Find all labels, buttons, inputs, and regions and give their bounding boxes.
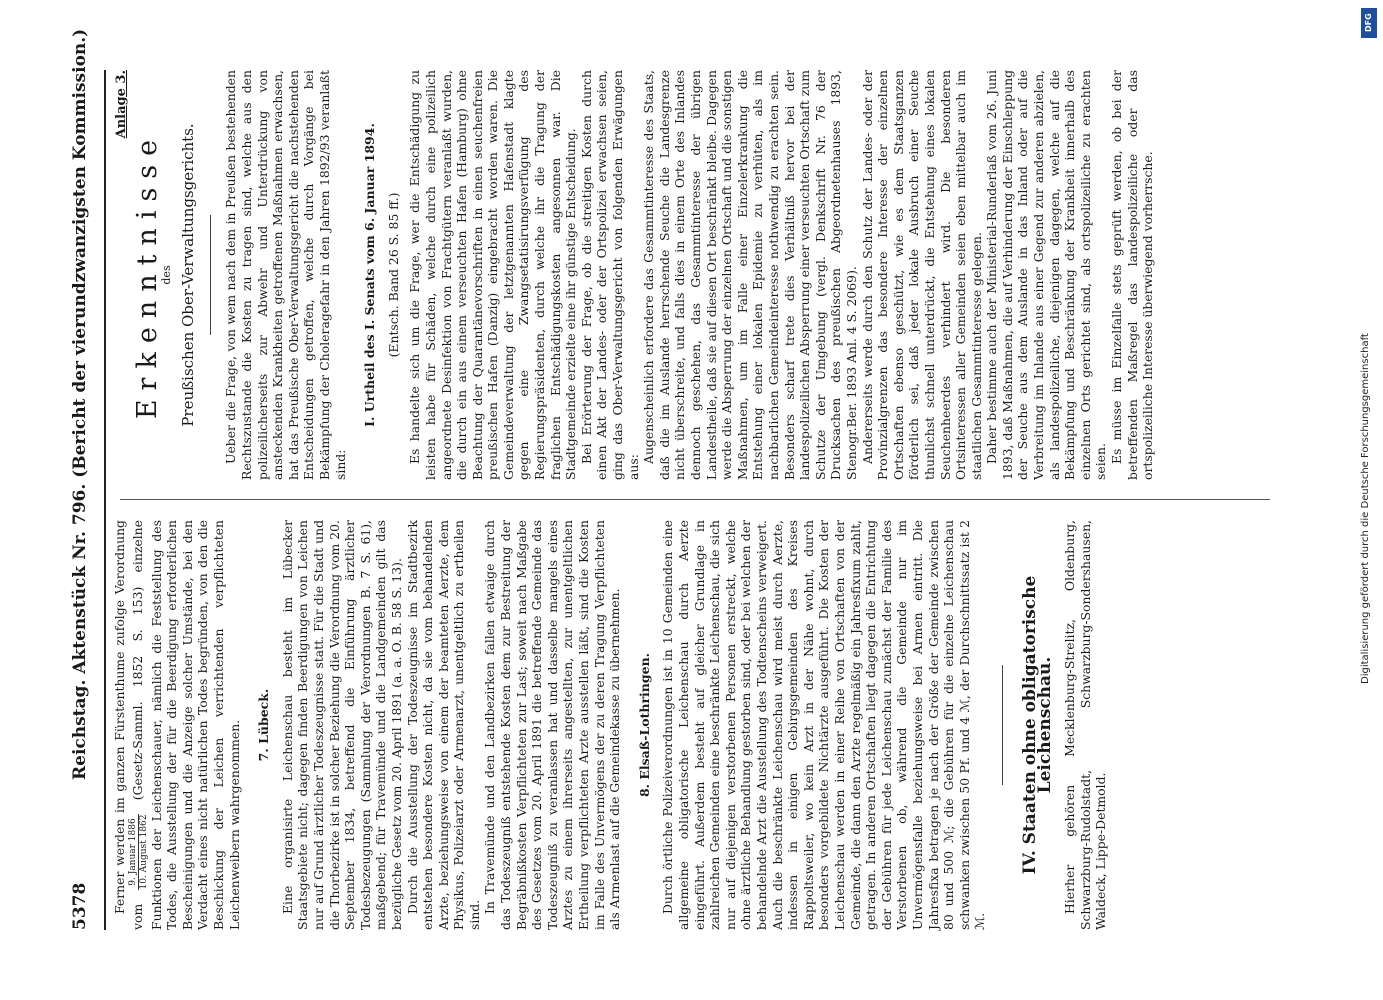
text-run: Ferner werden im ganzen Fürstenthume zufolge Verordnung vom (112, 520, 145, 930)
text-run: (Gesetz-Samml. 1852 S. 153) einzelne Funktionen der Leichenschauer, nämlich die Feststellung des Todes, die Ausstellung der für die Beerdigung erforderlichen Bescheinigungen und die Anzeige solcher Umstände, bei den Verdacht eines nicht natürlichen Todes begründen, von den die Beschickung der Leichen verrichtenden verpflichteten Leichenweibern wahrgenommen. (129, 520, 242, 930)
date-fraction (128, 814, 149, 889)
paragraph: Hierher gehören Mecklenburg-Strelitz, Oldenburg, Schwarzburg-Rudolstadt, Schwarzburg-Sondershausen, Waldeck, Lippe-Detmold. (1062, 520, 1109, 930)
paragraph: Durch örtliche Polizeiverordnungen ist in 10 Gemeinden eine allgemeine obligatorische Leichenschau durch Aerzte eingeführt. Außerdem besteht auf gleicher Grundlage in zahlreichen Gemeinden eine beschränkte Leichenschau, die sich nur auf diejenigen verstorbenen Personen erstreckt, welche ohne ärztliche Behandlung gestorben sind, oder bei welchen der behandelnde Arzt die Ausstellung des Todtenscheins verweigert. Auch die beschränkte Leichenschau wird meist durch Aerzte, indessen in einigen Gebirgsgemeinden des Kreises Rappoltsweiler, wo kein Arzt in der Nähe wohnt, durch besonders vorgebildete Nichtärzte ausgeführt. Die Kosten der Leichenschau werden in einer Reihe von Ortschaften von der Gemeinde, die dann den Arzte regelmäßig ein Jahresfixum zahlt, getragen. In anderen Ortschaften liegt dagegen die Entrichtung der Gebühren für jede Leichenschau zunächst der Familie des Verstorbenen ob, während die Gemeinde nur im Unvermögensfalle beziehungsweise bei Armen eintritt. Die Jahresfixa betragen je nach der Größe der Gemeinde zwischen 80 und 500 ℳ; die Gebühren für die einzelne Leichenschau schwanken zwischen 50 Pf. und 4 ℳ, der Durchschnittssatz ist 2 ℳ. (660, 520, 988, 930)
section-heading-staaten-ohne: IV. Staaten ohne obligatorische Leichenschau. (1019, 575, 1056, 875)
header-rule (104, 70, 106, 930)
page-header (62, 28, 102, 930)
section-heading-elsass-lothringen: 8. Elsaß-Lothringen. (636, 652, 652, 798)
paragraph (112, 520, 242, 930)
digitization-credit (1356, 0, 1382, 1000)
page-number: 5378 (70, 882, 90, 930)
section-heading-luebeck: 7. Lübeck. (256, 688, 272, 762)
appendix-label: Anlage 3. (114, 70, 129, 139)
fraction-denominator: 10. August 1862 (138, 814, 149, 890)
paragraph: Eine organisirte Leichenschau besteht im Lübecker Staatsgebiete nicht; dagegen finden Beerdigungen von Leichen nur auf Grund ärztlicher Todeszeugnisse statt. Für die Stadt und die Thorbezirke ist in solcher Beziehung die Verordnung vom 20. September 1834, betreffend die Einführung ärztlicher Todesbezeugungen (Sammlung der Verordnungen B. 7 S. 61), maßgebend; für Travemünde und die Landgemeinden gilt das bezügliche Gesetz vom 20. April 1891 (a. a. O. B. 58 S. 13). (279, 520, 404, 930)
paragraph: Bei Erörterung der Frage, ob die streitigen Kosten durch einen Akt der Landes- oder der Ortspolizei erwachsen seien, ging das Ober-Verwaltungsgericht von folgenden Erwägungen aus: (578, 70, 641, 480)
paragraph: Es müsse im Einzelfalle stets geprüft werden, ob bei der betreffenden Maßregel das landespolizeiliche oder das ortspolizeiliche Interesse überwiegend vorherrsche. (1109, 70, 1156, 480)
column-divider (120, 499, 1270, 500)
judgment-reference: (Entsch. Band 26 S. 85 ff.) (385, 192, 401, 358)
running-title: Reichstag. Aktenstück Nr. 796. (Bericht der vierundzwanzigsten Kommission.) (70, 28, 90, 780)
paragraph: In Travemünde und den Landbezirken fallen etwaige durch das Todeszeugniß entstehende Kosten dem zur Bestreitung der Begräbnißkosten Verpflichteten zur Last; soweit nach Maßgabe des Gesetzes vom 20. April 1891 die betreffende Gemeinde das Todeszeugniß zu veranlassen hat und dasselbe mangels eines Arztes zu einem ihrerseits angestellten, zur unentgeltlichen Ertheilung verpflichteten Arzte ausstellen läßt, sind die Kosten im Falle des Unvermögens der zu deren Tragung Verpflichteten als Armenlast auf die Gemeindekasse zu übernehmen. (482, 520, 623, 930)
credit-text: Digitalisierung gefördert durch die Deutsche Forschungsgemeinschaft (1360, 333, 1371, 684)
appendix-title: Erkenntnisse (131, 130, 163, 420)
judgment-heading: I. Urtheil des I. Senats vom 6. Januar 1894. (362, 123, 378, 427)
paragraph: Andererseits werde durch den Schutz der Landes- oder der Provinzialgrenzen das besondere Interesse der einzelnen Ortschaften ebenso geschützt, wie es dem Staatsganzen förderlich sei, daß jeder lokale Ausbruch einer Seuche thunlichst schnell unterdrückt, die Entstehung eines lokalen Seuchenheerdes verhindert wird. Die besonderen Ortsinteressen aller Gemeinden seien eben mittelbar auch im staatlichen Gesammtinteresse gelegen. (859, 70, 984, 480)
appendix-subtitle: Preußischen Ober-Verwaltungsgerichts. (178, 123, 197, 427)
fraction-numerator: 9. Januar 1886 (128, 814, 139, 889)
title-divider (210, 215, 211, 335)
left-column (112, 520, 1109, 930)
dfg-logo: DFG (1361, 8, 1377, 38)
paragraph: Ueber die Frage, von wem nach dem in Preußen bestehenden Rechtszustande die Kosten zu tragen sind, welche aus den polizeilicherseits zur Abwehr und Unterdrückung von ansteckenden Krankheiten getroffenen Maßnahmen erwachsen, hat das Preußische Ober-Verwaltungsgericht die nachstehenden Entscheidungen getroffen, welche durch Vorgänge bei Bekämpfung der Choleragefahr in den Jahren 1892/93 veranlaßt sind: (223, 70, 348, 480)
paragraph: Augenscheinlich erfordere das Gesammtinteresse des Staats, daß die im Auslande herrschende Seuche die Landesgrenze nicht überschreite, und falls dies in einem Orte des Inlandes dennoch geschehen, das Gesammtinteresse der übrigen Landestheile, daß sie auf diesen Ort beschränkt bleibe. Dagegen werde die Absperrung der einzelnen Ortschaft und die sonstigen Maßnahmen, um im Falle einer Einzelerkrankung die Entstehung einer lokalen Epidemie zu verhüten, als im nachbarlichen Gemeindeinteresse nothwendig zu erachten sein. Besonders scharf trete dies Verhältniß hervor bei der landespolizeilichen Absperrung einer verseuchten Ortschaft zum Schutze der Umgebung (vergl. Denkschrift Nr. 76 der Drucksachen des preußischen Abgeordnetenhauses 1893, Stenogr.Ber. 1893 Anl. 4 S. 2069). (641, 70, 859, 480)
right-column (112, 70, 1156, 480)
paragraph: Durch die Ausstellung der Todeszeugnisse im Stadtbezirk entstehen besondere Kosten nicht, da sie vom behandelnden Arzte, beziehungsweise von einem der beamteten Aerzte, dem Physikus, Polizeiarzt oder Armenarzt, unentgeltlich zu ertheilen sind. (404, 520, 482, 930)
paragraph: Daher bestimme auch der Ministerial-Runderlaß vom 26. Juni 1893, daß Maßnahmen, die auf Verhinderung der Einschleppung der Seuche aus dem Auslande in das Inland oder auf die Verbreitung im Inlande aus einer Gegend zur anderen abzielen, als landespolizeiliche, diejenigen dagegen, welche auf die Bekämpfung und Beschränkung der Krankheit innerhalb des einzelnen Orts gerichtet sind, als ortspolizeiliche zu erachten seien. (984, 70, 1109, 480)
section-divider (1002, 665, 1003, 785)
paragraph: Es handelte sich um die Frage, wer die Entschädigung zu leisten habe für Schäden, welche durch eine polizeilich angeordnete Desinfektion von Frachtgütern veranlaßt wurden, die durch ein aus einem verseuchten Hafen (Hamburg) ohne Beachtung der Quarantänevorschriften in einen seuchenfreien preußischen Hafen (Danzig) eingebracht worden waren. Die Gemeindeverwaltung der letztgenannten Hafenstadt klagte gegen eine Zwangsetatisirungsverfügung des Regierungspräsidenten, durch welche ihr die Tragung der fraglichen Entschädigungskosten angesonnen war. Die Stadtgemeinde erzielte eine ihr günstige Entscheidung. (407, 70, 579, 480)
appendix-title-des: des (160, 265, 174, 285)
